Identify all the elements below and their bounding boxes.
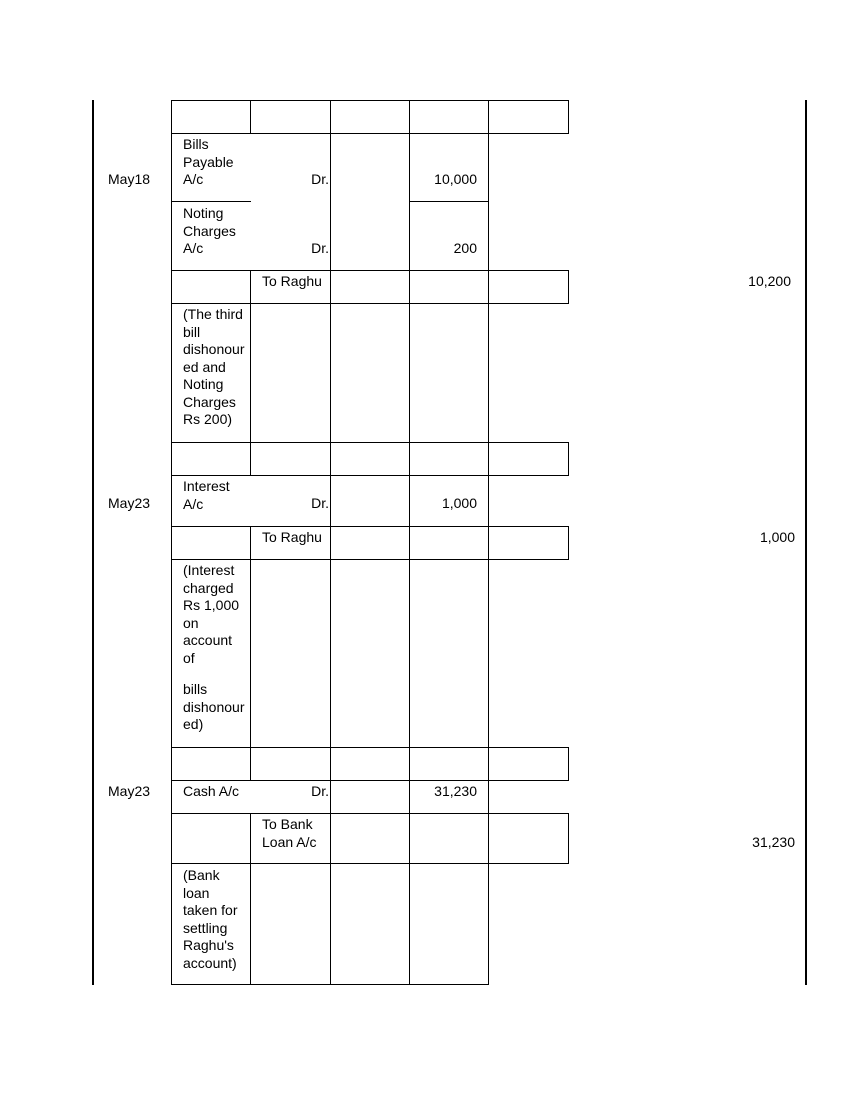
narration: (The third bill dishonour ed and Noting Charges Rs 200) bbox=[183, 306, 245, 427]
dr-marker: Dr. bbox=[311, 783, 329, 799]
credit-amount: 1,000 bbox=[759, 529, 795, 545]
narration: (Interest charged Rs 1,000 on account of bbox=[183, 562, 240, 666]
narration-continued: bills dishonour ed) bbox=[183, 681, 245, 732]
debit-account: Cash A/c bbox=[183, 783, 240, 799]
dr-marker: Dr. bbox=[311, 240, 329, 256]
debit-amount: 10,000 bbox=[434, 171, 477, 187]
debit-amount: 200 bbox=[453, 240, 477, 256]
dr-marker: Dr. bbox=[311, 171, 329, 187]
debit-amount: 1,000 bbox=[441, 495, 477, 511]
left-margin-rule bbox=[92, 100, 94, 985]
debit-account: Interest A/c bbox=[183, 478, 230, 512]
debit-amount: 31,230 bbox=[434, 783, 477, 799]
debit-account: Noting Charges A/c bbox=[183, 205, 236, 256]
credit-amount: 31,230 bbox=[752, 834, 795, 850]
credit-account: To Bank Loan A/c bbox=[262, 816, 317, 850]
credit-amount: 10,200 bbox=[748, 273, 791, 289]
credit-account: To Raghu bbox=[262, 273, 322, 289]
right-margin-rule bbox=[805, 100, 807, 985]
narration: (Bank loan taken for settling Raghu's account) bbox=[183, 867, 238, 971]
entry-date: May23 bbox=[108, 495, 151, 511]
entry-date: May18 bbox=[108, 171, 151, 187]
debit-account: Bills Payable A/c bbox=[183, 136, 234, 187]
entry-date: May23 bbox=[108, 783, 151, 799]
dr-marker: Dr. bbox=[311, 495, 329, 511]
credit-account: To Raghu bbox=[262, 529, 322, 545]
